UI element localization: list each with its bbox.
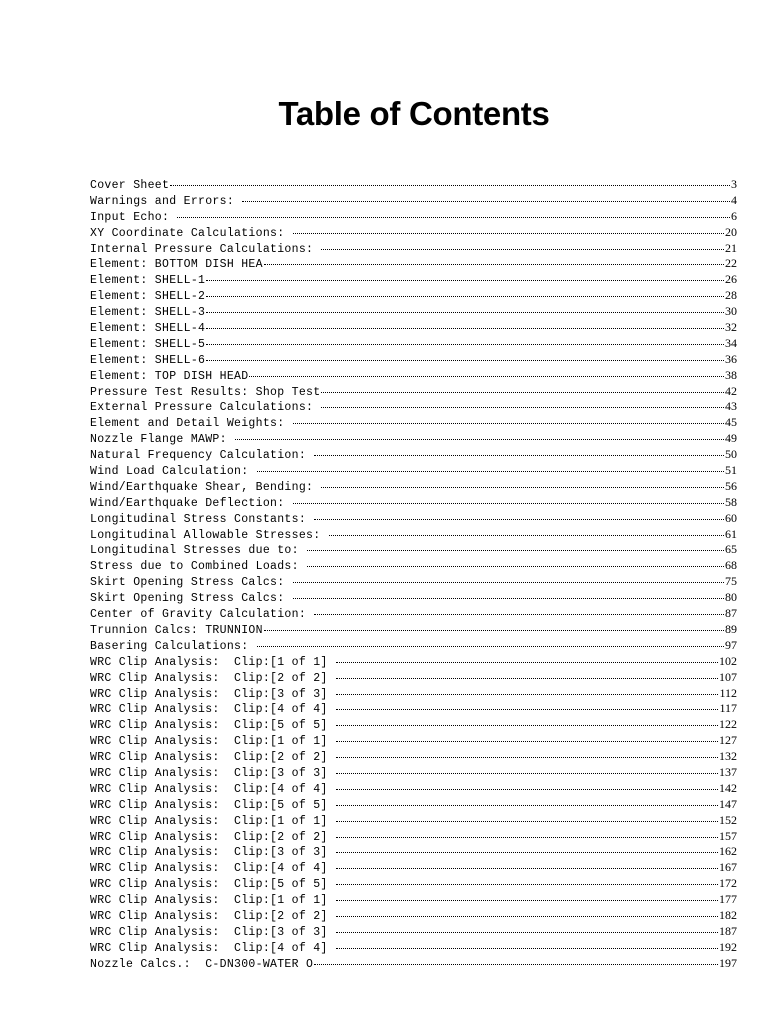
toc-entry[interactable] — [90, 399, 737, 415]
toc-dot-leader — [235, 438, 724, 440]
page-title: Table of Contents — [278, 95, 550, 132]
toc-entry[interactable] — [90, 829, 737, 845]
toc-dot-leader — [336, 836, 718, 838]
toc-dot-leader — [336, 677, 718, 679]
toc-dot-leader — [264, 629, 724, 631]
toc-dot-leader — [206, 279, 724, 281]
toc-entry[interactable] — [90, 384, 737, 400]
toc-entry[interactable] — [90, 527, 737, 543]
toc-dot-leader — [206, 295, 724, 297]
toc-dot-leader — [257, 470, 724, 472]
toc-dot-leader — [336, 756, 718, 758]
toc-dot-leader — [307, 549, 724, 551]
toc-entry-page-number: 50 — [725, 447, 737, 462]
toc-entry-label: Element: SHELL-5 — [90, 337, 206, 351]
toc-dot-leader — [321, 406, 724, 408]
toc-entry-page-number: 117 — [719, 701, 737, 716]
toc-entry-page-number: 142 — [719, 780, 737, 795]
toc-dot-leader — [336, 772, 718, 774]
toc-entry-label: WRC Clip Analysis: Clip:[1 of 1] — [90, 655, 335, 669]
toc-entry-page-number: 177 — [719, 892, 737, 907]
toc-entry-label: WRC Clip Analysis: Clip:[2 of 2] — [90, 751, 335, 765]
toc-entry-label: Center of Gravity Calculation: — [90, 608, 314, 622]
toc-entry-page-number: 97 — [725, 637, 737, 652]
toc-entry-label: XY Coordinate Calculations: — [90, 226, 292, 240]
toc-entry-page-number: 192 — [719, 939, 737, 954]
toc-entry-page-number: 22 — [725, 256, 737, 271]
toc-entry-page-number: 49 — [725, 431, 737, 446]
toc-entry-page-number: 112 — [719, 685, 737, 700]
toc-entry-label: WRC Clip Analysis: Clip:[2 of 2] — [90, 671, 335, 685]
toc-dot-leader — [321, 391, 724, 393]
toc-dot-leader — [307, 565, 724, 567]
toc-dot-leader — [336, 883, 718, 885]
toc-entry-page-number: 42 — [725, 383, 737, 398]
toc-dot-leader — [293, 597, 724, 599]
toc-entry-label: WRC Clip Analysis: Clip:[3 of 3] — [90, 766, 335, 780]
toc-entry-label: Skirt Opening Stress Calcs: — [90, 576, 292, 590]
toc-dot-leader — [177, 216, 730, 218]
toc-dot-leader — [257, 645, 724, 647]
toc-entry-page-number: 51 — [725, 463, 737, 478]
toc-entry[interactable] — [90, 717, 737, 733]
toc-entry-label: External Pressure Calculations: — [90, 401, 321, 415]
toc-entry-page-number: 162 — [719, 844, 737, 859]
toc-entry-label: WRC Clip Analysis: Clip:[5 of 5] — [90, 798, 335, 812]
toc-entry[interactable] — [90, 336, 737, 352]
toc-dot-leader — [336, 867, 718, 869]
toc-entry[interactable] — [90, 320, 737, 336]
toc-entry[interactable] — [90, 956, 737, 972]
toc-entry[interactable] — [90, 241, 737, 257]
toc-entry-label: Basering Calculations: — [90, 639, 256, 653]
toc-entry-page-number: 102 — [719, 653, 737, 668]
toc-entry-label: Element: BOTTOM DISH HEA — [90, 258, 263, 272]
toc-dot-leader — [336, 724, 718, 726]
toc-entry-page-number: 187 — [719, 923, 737, 938]
toc-entry-page-number: 3 — [731, 177, 737, 191]
toc-entry-label: WRC Clip Analysis: Clip:[5 of 5] — [90, 878, 335, 892]
toc-entry-label: Element: SHELL-4 — [90, 322, 206, 336]
toc-dot-leader — [314, 518, 724, 520]
toc-entry-label: WRC Clip Analysis: Clip:[5 of 5] — [90, 719, 335, 733]
toc-entry-page-number: 60 — [725, 510, 737, 525]
toc-entry-page-number: 132 — [719, 749, 737, 764]
toc-entry[interactable] — [90, 558, 737, 574]
toc-entry[interactable] — [90, 749, 737, 765]
toc-entry-page-number: 36 — [725, 351, 737, 366]
toc-dot-leader — [314, 963, 718, 965]
toc-entry-label: Stress due to Combined Loads: — [90, 560, 307, 574]
toc-entry[interactable] — [90, 304, 737, 320]
toc-dot-leader — [336, 915, 718, 917]
toc-entry-label: WRC Clip Analysis: Clip:[3 of 3] — [90, 925, 335, 939]
toc-entry-label: Natural Frequency Calculation: — [90, 449, 314, 463]
toc-dot-leader — [206, 327, 724, 329]
toc-entry-label: WRC Clip Analysis: Clip:[4 of 4] — [90, 703, 335, 717]
toc-entry-page-number: 34 — [725, 335, 737, 350]
toc-entry-page-number: 20 — [725, 224, 737, 239]
toc-entry-label: WRC Clip Analysis: Clip:[4 of 4] — [90, 862, 335, 876]
toc-entry-page-number: 197 — [719, 955, 737, 970]
toc-entry-page-number: 21 — [725, 240, 737, 255]
toc-entry-page-number: 107 — [719, 669, 737, 684]
toc-entry-label: Internal Pressure Calculations: — [90, 242, 321, 256]
toc-entry-page-number: 127 — [719, 733, 737, 748]
toc-entry-page-number: 89 — [725, 621, 737, 636]
toc-entry-page-number: 6 — [731, 208, 737, 223]
toc-entry-page-number: 75 — [725, 574, 737, 589]
toc-dot-leader — [264, 263, 724, 265]
toc-entry-page-number: 56 — [725, 478, 737, 493]
toc-entry-label: Nozzle Calcs.: C-DN300-WATER O — [90, 957, 314, 971]
toc-entry-page-number: 80 — [725, 590, 737, 605]
toc-entry-label: Longitudinal Stresses due to: — [90, 544, 307, 558]
toc-dot-leader — [336, 708, 719, 710]
toc-entry-page-number: 58 — [725, 494, 737, 509]
toc-dot-leader — [293, 422, 724, 424]
toc-dot-leader — [336, 788, 718, 790]
toc-entry-label: Cover Sheet — [90, 179, 170, 192]
toc-dot-leader — [293, 581, 724, 583]
toc-entry-page-number: 32 — [725, 320, 737, 335]
toc-entry[interactable] — [90, 225, 737, 241]
toc-entry[interactable] — [90, 542, 737, 558]
toc-dot-leader — [242, 200, 730, 202]
toc-entry-label: Element: SHELL-2 — [90, 290, 206, 304]
toc-entry[interactable] — [90, 288, 737, 304]
toc-entry-label: Pressure Test Results: Shop Test — [90, 385, 321, 399]
toc-entry[interactable] — [90, 177, 737, 193]
toc-entry-label: WRC Clip Analysis: Clip:[3 of 3] — [90, 846, 335, 860]
toc-dot-leader — [329, 534, 724, 536]
toc-entry[interactable] — [90, 352, 737, 368]
toc-entry[interactable] — [90, 415, 737, 431]
toc-dot-leader — [336, 947, 718, 949]
toc-entry[interactable] — [90, 876, 737, 892]
toc-dot-leader — [336, 693, 719, 695]
toc-entry-label: Input Echo: — [90, 210, 177, 224]
toc-entry[interactable] — [90, 447, 737, 463]
toc-entry-label: Wind/Earthquake Deflection: — [90, 496, 292, 510]
toc-entry-page-number: 68 — [725, 558, 737, 573]
toc-entry[interactable] — [90, 701, 737, 717]
toc-entry-page-number: 45 — [725, 415, 737, 430]
toc-dot-leader — [314, 613, 724, 615]
toc-entry[interactable] — [90, 670, 737, 686]
toc-entry-label: Wind/Earthquake Shear, Bending: — [90, 480, 321, 494]
toc-dot-leader — [336, 931, 718, 933]
toc-entry-label: WRC Clip Analysis: Clip:[2 of 2] — [90, 830, 335, 844]
toc-dot-leader — [336, 804, 718, 806]
toc-dot-leader — [170, 184, 730, 186]
toc-entry[interactable] — [90, 431, 737, 447]
toc-entry-label: WRC Clip Analysis: Clip:[1 of 1] — [90, 894, 335, 908]
toc-entry-label: WRC Clip Analysis: Clip:[1 of 1] — [90, 814, 335, 828]
toc-dot-leader — [336, 740, 718, 742]
toc-entry-label: Longitudinal Allowable Stresses: — [90, 528, 328, 542]
toc-dot-leader — [249, 375, 724, 377]
toc-entry-page-number: 38 — [725, 367, 737, 382]
toc-entry[interactable] — [90, 860, 737, 876]
toc-entry-page-number: 4 — [731, 192, 737, 207]
toc-dot-leader — [314, 454, 724, 456]
toc-entry-page-number: 65 — [725, 542, 737, 557]
toc-dot-leader — [206, 311, 724, 313]
toc-entry-label: Trunnion Calcs: TRUNNION — [90, 623, 263, 637]
toc-entry[interactable] — [90, 622, 737, 638]
toc-entry[interactable] — [90, 892, 737, 908]
toc-entry[interactable] — [90, 193, 737, 209]
toc-entry[interactable] — [90, 590, 737, 606]
toc-entry-label: Longitudinal Stress Constants: — [90, 512, 314, 526]
toc-entry-label: WRC Clip Analysis: Clip:[2 of 2] — [90, 909, 335, 923]
toc-entry-page-number: 87 — [725, 606, 737, 621]
toc-list — [90, 177, 737, 972]
toc-dot-leader — [293, 232, 724, 234]
toc-dot-leader — [336, 899, 718, 901]
toc-entry-page-number: 182 — [719, 907, 737, 922]
toc-dot-leader — [293, 502, 724, 504]
toc-entry-page-number: 157 — [719, 828, 737, 843]
toc-dot-leader — [336, 851, 718, 853]
toc-entry-label: WRC Clip Analysis: Clip:[3 of 3] — [90, 687, 335, 701]
toc-entry-page-number: 122 — [719, 717, 737, 732]
toc-entry-label: Element: SHELL-3 — [90, 306, 206, 320]
toc-entry-page-number: 30 — [725, 304, 737, 319]
toc-entry[interactable] — [90, 368, 737, 384]
toc-entry[interactable] — [90, 574, 737, 590]
toc-entry[interactable] — [90, 654, 737, 670]
toc-entry-label: Nozzle Flange MAWP: — [90, 433, 235, 447]
toc-entry-page-number: 61 — [725, 526, 737, 541]
toc-entry[interactable] — [90, 908, 737, 924]
toc-entry-page-number: 28 — [725, 288, 737, 303]
toc-entry[interactable] — [90, 209, 737, 225]
toc-entry-page-number: 152 — [719, 812, 737, 827]
toc-entry[interactable] — [90, 924, 737, 940]
toc-entry[interactable] — [90, 781, 737, 797]
toc-entry-label: Skirt Opening Stress Calcs: — [90, 592, 292, 606]
toc-dot-leader — [321, 248, 724, 250]
toc-entry-label: WRC Clip Analysis: Clip:[4 of 4] — [90, 782, 335, 796]
toc-entry[interactable] — [90, 638, 737, 654]
toc-dot-leader — [206, 343, 724, 345]
toc-entry[interactable] — [90, 479, 737, 495]
toc-entry[interactable] — [90, 463, 737, 479]
toc-entry[interactable] — [90, 797, 737, 813]
toc-entry[interactable] — [90, 272, 737, 288]
toc-entry[interactable] — [90, 511, 737, 527]
toc-entry-label: WRC Clip Analysis: Clip:[1 of 1] — [90, 735, 335, 749]
toc-entry-label: Element: TOP DISH HEAD — [90, 369, 249, 383]
toc-entry-label: Element: SHELL-6 — [90, 353, 206, 367]
toc-entry[interactable] — [90, 844, 737, 860]
toc-entry[interactable] — [90, 813, 737, 829]
toc-entry-page-number: 137 — [719, 764, 737, 779]
toc-entry[interactable] — [90, 765, 737, 781]
toc-entry-page-number: 43 — [725, 399, 737, 414]
toc-entry-label: Wind Load Calculation: — [90, 465, 256, 479]
toc-entry-label: Element and Detail Weights: — [90, 417, 292, 431]
toc-entry[interactable] — [90, 940, 737, 956]
toc-entry[interactable] — [90, 495, 737, 511]
toc-entry[interactable] — [90, 686, 737, 702]
toc-entry-label: WRC Clip Analysis: Clip:[4 of 4] — [90, 941, 335, 955]
toc-entry[interactable] — [90, 256, 737, 272]
toc-entry-label: Warnings and Errors: — [90, 194, 242, 208]
toc-dot-leader — [321, 486, 724, 488]
toc-entry-page-number: 26 — [725, 272, 737, 287]
toc-entry-label: Element: SHELL-1 — [90, 274, 206, 288]
toc-dot-leader — [336, 661, 718, 663]
toc-dot-leader — [336, 820, 718, 822]
toc-entry[interactable] — [90, 733, 737, 749]
toc-entry-page-number: 172 — [719, 876, 737, 891]
toc-entry-page-number: 167 — [719, 860, 737, 875]
toc-entry[interactable] — [90, 606, 737, 622]
toc-dot-leader — [206, 359, 724, 361]
toc-entry-page-number: 147 — [719, 796, 737, 811]
